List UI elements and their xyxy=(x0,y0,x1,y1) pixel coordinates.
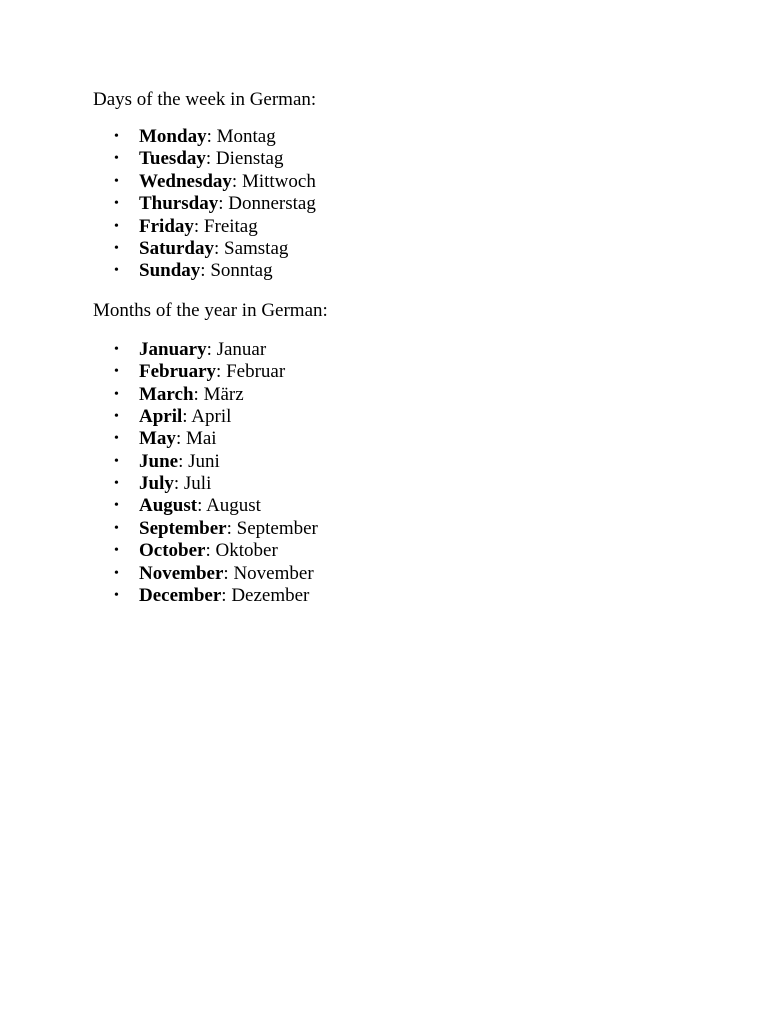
month-english: March xyxy=(139,383,194,405)
day-list-item xyxy=(93,171,713,193)
day-english: Tuesday xyxy=(139,148,206,170)
month-list-item xyxy=(93,361,713,383)
bullet-icon: • xyxy=(114,364,119,380)
day-german: Freitag xyxy=(203,215,258,237)
day-english: Wednesday xyxy=(139,170,232,192)
days-heading: Days of the week in German: xyxy=(93,89,317,110)
separator: : xyxy=(182,405,192,427)
month-list-item xyxy=(93,406,713,428)
day-list-item xyxy=(93,260,713,282)
day-list-item xyxy=(93,126,713,148)
month-list-item xyxy=(93,563,713,585)
separator: : xyxy=(216,361,227,383)
months-list xyxy=(93,339,713,608)
month-german: Oktober xyxy=(215,540,278,562)
day-german: Mittwoch xyxy=(241,170,316,192)
month-english: October xyxy=(139,540,206,562)
month-german: Februar xyxy=(226,361,286,383)
bullet-icon: • xyxy=(114,151,119,167)
month-german: April xyxy=(191,405,232,427)
day-german: Sonntag xyxy=(210,260,273,282)
separator: : xyxy=(197,495,207,517)
month-english: April xyxy=(139,405,183,427)
month-list-item xyxy=(93,384,713,406)
month-english: May xyxy=(139,428,176,450)
separator: : xyxy=(173,473,184,495)
day-english: Sunday xyxy=(139,260,201,282)
day-list-item xyxy=(93,238,713,260)
separator: : xyxy=(175,428,186,450)
day-list-item xyxy=(93,216,713,238)
bullet-icon: • xyxy=(114,218,119,234)
bullet-icon: • xyxy=(114,431,119,447)
month-english: August xyxy=(139,495,198,517)
month-english: July xyxy=(139,473,174,495)
separator: : xyxy=(178,450,189,472)
bullet-icon: • xyxy=(114,565,119,581)
bullet-icon: • xyxy=(114,453,119,469)
separator: : xyxy=(205,540,216,562)
day-english: Friday xyxy=(139,215,194,237)
bullet-icon: • xyxy=(114,263,119,279)
bullet-icon: • xyxy=(114,129,119,144)
bullet-icon: • xyxy=(114,588,119,604)
separator: : xyxy=(206,338,217,360)
month-german: Januar xyxy=(216,338,267,360)
separator: : xyxy=(193,215,204,237)
month-german: September xyxy=(236,517,318,539)
month-english: September xyxy=(139,517,227,539)
separator: : xyxy=(226,517,237,539)
separator: : xyxy=(205,148,216,170)
day-german: Samstag xyxy=(224,237,289,259)
month-german: November xyxy=(233,562,314,584)
day-list-item xyxy=(93,193,713,215)
separator: : xyxy=(213,237,224,259)
day-english: Thursday xyxy=(139,193,219,215)
month-english: January xyxy=(139,338,207,360)
day-english: Monday xyxy=(139,126,207,147)
separator: : xyxy=(206,126,217,147)
month-list-item xyxy=(93,585,713,607)
day-english: Saturday xyxy=(139,237,214,259)
month-list-item xyxy=(93,473,713,495)
months-heading: Months of the year in German: xyxy=(93,299,328,321)
day-german: Montag xyxy=(216,126,276,147)
separator: : xyxy=(231,170,242,192)
day-german: Dienstag xyxy=(215,148,284,170)
day-german: Donnerstag xyxy=(228,193,316,215)
month-list-item xyxy=(93,495,713,517)
month-list-item xyxy=(93,540,713,562)
separator: : xyxy=(193,383,204,405)
month-list-item xyxy=(93,518,713,540)
separator: : xyxy=(200,260,211,282)
month-list-item xyxy=(93,339,713,361)
month-list-item xyxy=(93,428,713,450)
bullet-icon: • xyxy=(114,408,119,424)
month-german: Dezember xyxy=(231,585,310,607)
bullet-icon: • xyxy=(114,520,119,536)
separator: : xyxy=(218,193,229,215)
bullet-icon: • xyxy=(114,173,119,189)
month-english: June xyxy=(139,450,179,472)
month-german: Juni xyxy=(188,450,220,472)
month-list-item xyxy=(93,451,713,473)
bullet-icon: • xyxy=(114,476,119,492)
day-list-item xyxy=(93,148,713,170)
month-german: Mai xyxy=(185,428,217,450)
bullet-icon: • xyxy=(114,543,119,559)
days-list xyxy=(93,126,713,283)
month-german: März xyxy=(203,383,244,405)
month-english: November xyxy=(139,562,224,584)
document-page xyxy=(93,88,713,607)
bullet-icon: • xyxy=(114,386,119,402)
bullet-icon: • xyxy=(114,341,119,357)
bullet-icon: • xyxy=(114,498,119,514)
bullet-icon: • xyxy=(114,196,119,212)
separator: : xyxy=(223,562,234,584)
separator: : xyxy=(221,585,232,607)
month-english: February xyxy=(139,361,217,383)
bullet-icon: • xyxy=(114,240,119,256)
month-english: December xyxy=(139,585,222,607)
month-german: Juli xyxy=(183,473,212,495)
month-german: August xyxy=(206,495,261,517)
